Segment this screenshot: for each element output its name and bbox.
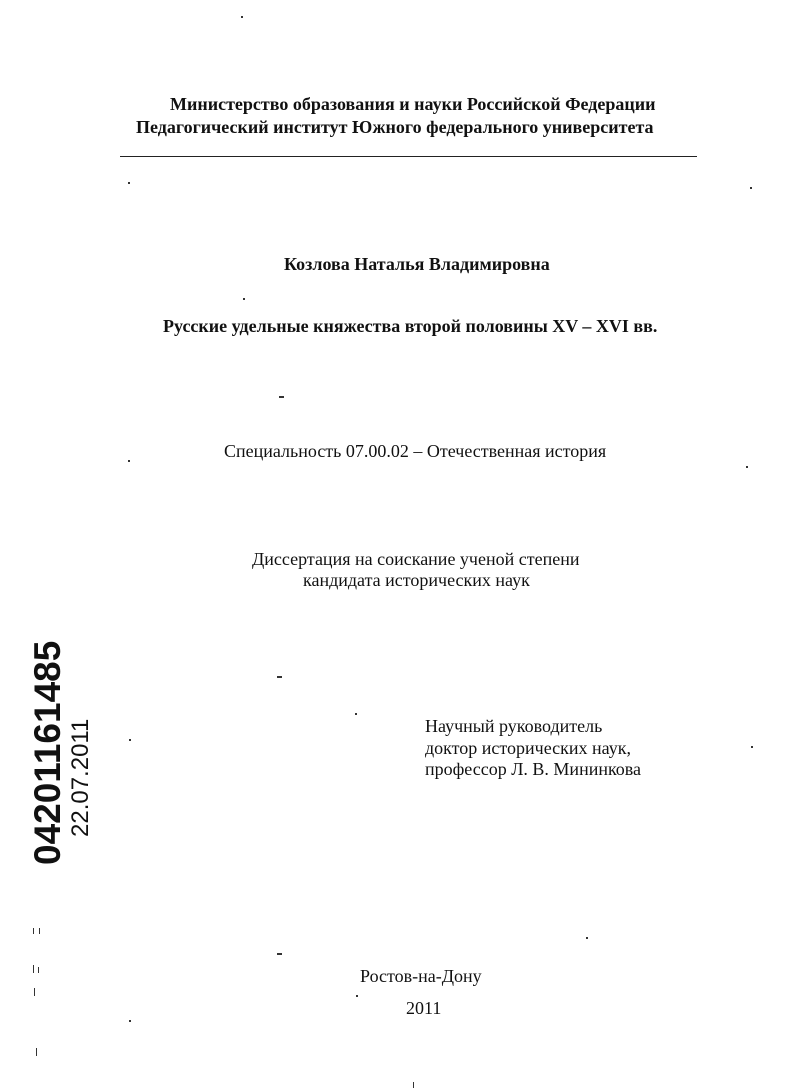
institute-heading: Педагогический институт Южного федерального университета [136, 117, 654, 137]
specialty: Специальность 07.00.02 – Отечественная история [224, 441, 607, 461]
scan-speck [39, 928, 40, 934]
author-name: Козлова Наталья Владимировна [284, 254, 550, 274]
scan-speck [279, 396, 284, 398]
scan-speck [36, 1048, 37, 1056]
library-stamp [28, 641, 94, 865]
scan-speck [413, 1082, 414, 1088]
scan-speck [129, 739, 131, 741]
supervisor-label: Научный руководитель [425, 716, 603, 736]
scan-speck [746, 466, 748, 468]
city: Ростов-на-Дону [360, 966, 482, 986]
degree-line-1: Диссертация на соискание ученой степени [252, 549, 580, 569]
scan-speck [586, 937, 588, 939]
scan-speck [129, 1020, 131, 1022]
stamp-date: 22.07.2011 [67, 718, 94, 837]
scan-speck [277, 676, 282, 678]
scan-speck [241, 16, 243, 18]
scan-speck [38, 967, 39, 973]
header-divider [120, 156, 697, 157]
scan-speck [751, 746, 753, 748]
supervisor-name: профессор Л. В. Мининкова [425, 759, 642, 779]
degree-line-2: кандидата исторических наук [303, 570, 530, 590]
scan-speck [277, 953, 282, 955]
scan-speck [34, 988, 35, 996]
scan-speck [128, 182, 130, 184]
scan-speck [750, 187, 752, 189]
year: 2011 [406, 998, 442, 1018]
scan-speck [128, 460, 130, 462]
ministry-heading: Министерство образования и науки Российской Федерации [170, 94, 656, 114]
scan-speck [356, 995, 358, 997]
supervisor-degree: доктор исторических наук, [425, 738, 631, 758]
scan-speck [355, 713, 357, 715]
stamp-number: 04201161485 [27, 640, 68, 865]
scan-speck [33, 965, 34, 973]
dissertation-title: Русские удельные княжества второй половины XV – XVI вв. [163, 316, 658, 336]
scan-speck [243, 298, 245, 300]
scan-speck [33, 928, 34, 934]
